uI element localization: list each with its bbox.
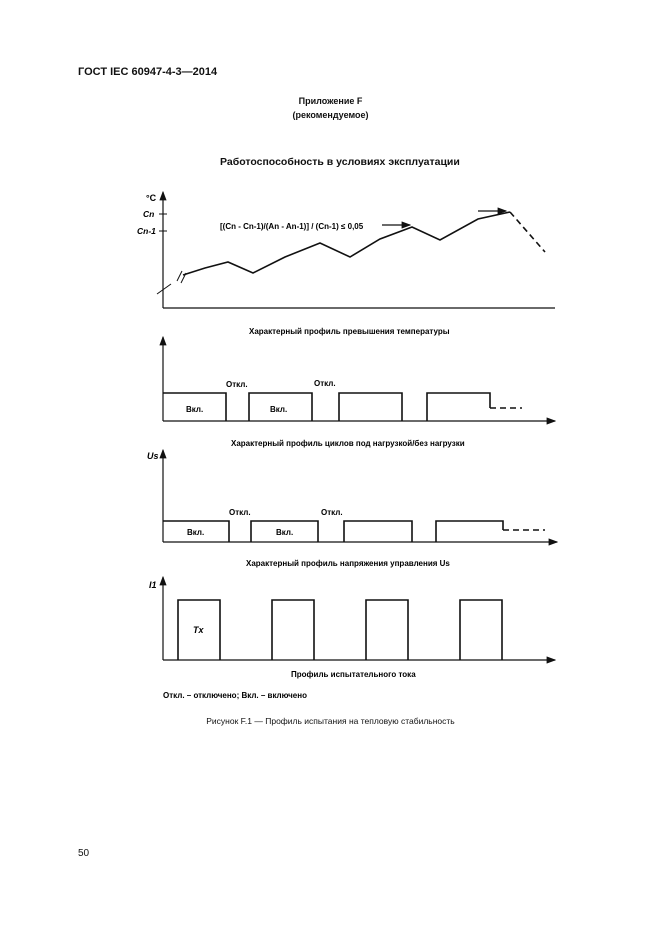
axis-break-mark xyxy=(157,284,171,294)
voltage-on-label: Вкл. xyxy=(187,528,205,537)
control-voltage-panel xyxy=(147,450,557,568)
control-voltage-caption: Характерный профиль напряжения управления Us xyxy=(246,559,450,568)
temp-cn1-label: Cn-1 xyxy=(137,226,156,236)
page-number: 50 xyxy=(78,848,90,859)
axis-break-mark xyxy=(177,271,182,281)
voltage-off-label: Откл. xyxy=(321,508,343,517)
voltage-on-label: Вкл. xyxy=(276,528,294,537)
voltage-off-label: Откл. xyxy=(229,508,251,517)
stability-formula: [(Cn - Cn-1)/(An - An-1)] / (Cn-1) ≤ 0,05 xyxy=(220,222,364,231)
appendix-title: Приложение F xyxy=(298,96,363,106)
chart-title: Работоспособность в условиях эксплуатации xyxy=(220,156,460,168)
current-y-label: I1 xyxy=(149,580,157,590)
voltage-pulse-4 xyxy=(436,521,503,542)
temp-unit-label: °C xyxy=(146,193,157,203)
temp-cn-label: Cn xyxy=(143,209,155,219)
figure-caption: Рисунок F.1 — Профиль испытания на тепловую стабильность xyxy=(206,716,455,726)
figure-legend: Откл. – отключено; Вкл. – включено xyxy=(163,691,307,700)
load-on-label: Вкл. xyxy=(270,405,288,414)
appendix-note: (рекомендуемое) xyxy=(292,110,369,120)
document-header: ГОСТ IEC 60947-4-3—2014 xyxy=(78,66,218,78)
load-cycle-caption: Характерный профиль циклов под нагрузкой/без нагрузки xyxy=(231,439,465,448)
test-current-panel xyxy=(149,577,555,679)
load-on-label: Вкл. xyxy=(186,405,204,414)
load-cycle-panel xyxy=(163,337,555,448)
current-pulse-4 xyxy=(460,600,502,660)
load-off-label: Откл. xyxy=(314,379,336,388)
current-pulse-2 xyxy=(272,600,314,660)
pulse-duration-label: Tx xyxy=(193,625,204,635)
voltage-pulse-3 xyxy=(344,521,412,542)
load-off-label: Откл. xyxy=(226,380,248,389)
temperature-panel xyxy=(137,192,555,336)
current-pulse-3 xyxy=(366,600,408,660)
load-pulse-4 xyxy=(427,393,490,421)
temperature-cooling-dashed xyxy=(510,212,545,252)
test-current-caption: Профиль испытательного тока xyxy=(291,670,416,679)
temperature-caption: Характерный профиль превышения температуры xyxy=(249,327,450,336)
voltage-y-label: Us xyxy=(147,451,159,461)
load-pulse-3 xyxy=(339,393,402,421)
